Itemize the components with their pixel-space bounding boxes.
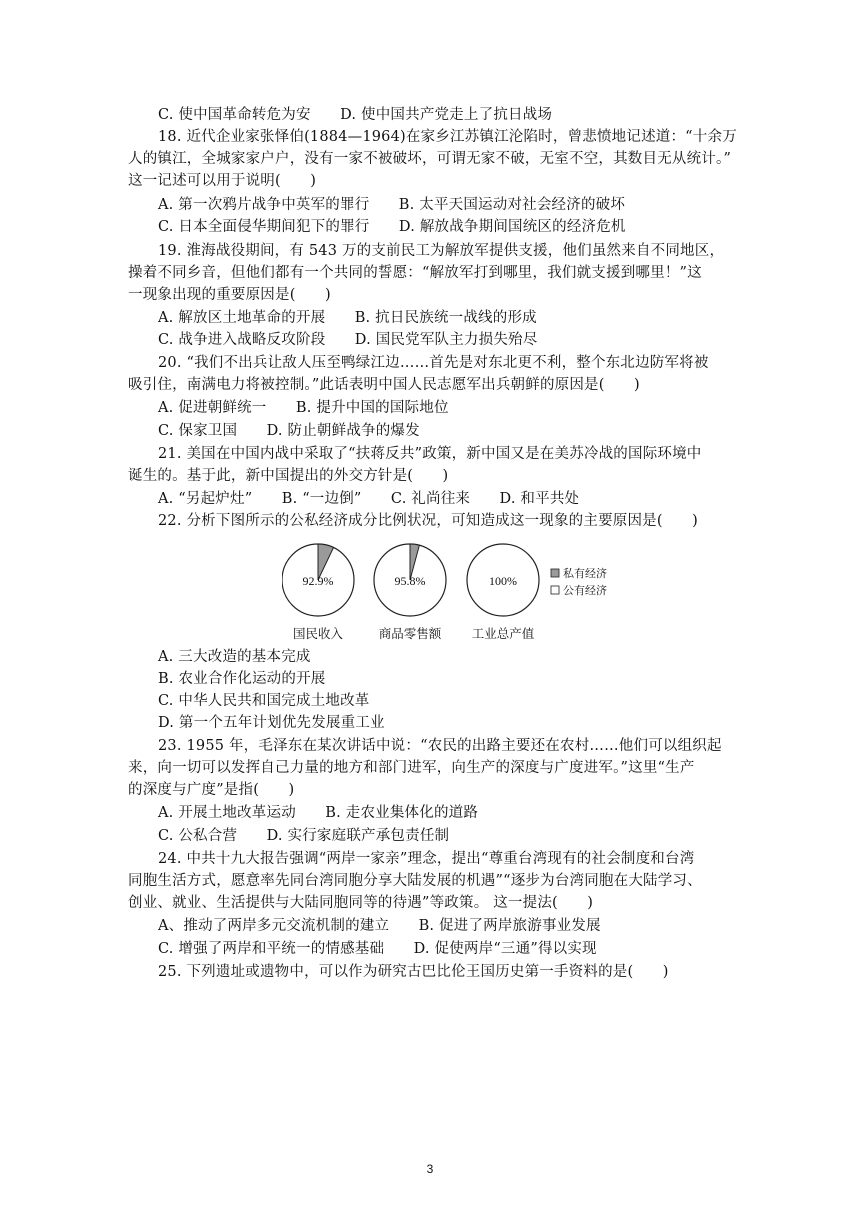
q21-stem-line1: 21. 美国在中国内战中采取了“扶蒋反共”政策，新中国又是在美苏冷战的国际环境中 <box>158 446 702 462</box>
q20-option-cd: C. 保家卫国 D. 防止朝鲜战争的爆发 <box>158 423 420 439</box>
q22-stem: 22. 分析下图所示的公私经济成分比例状况，可知造成这一现象的主要原因是( ) <box>158 513 698 529</box>
q18-option-cd: C. 日本全面侵华期间犯下的罪行 D. 解放战争期间国统区的经济危机 <box>158 219 626 235</box>
pie-category-label: 国民收入 <box>292 626 344 641</box>
q19-option-cd: C. 战争进入战略反攻阶段 D. 国民党军队主力损失殆尽 <box>158 332 538 348</box>
legend-label: 私有经济 <box>563 567 607 580</box>
q23-stem-line3: 的深度与广度”是指( ) <box>128 782 295 798</box>
q22-option-c: C. 中华人民共和国完成土地改革 <box>158 693 370 709</box>
q18-stem-line3: 这一记述可以用于说明( ) <box>128 173 317 189</box>
pie-category-label: 工业总产值 <box>471 626 535 641</box>
q24-stem-line1: 24. 中共十九大报告强调“两岸一家亲”理念，提出“尊重台湾现有的社会制度和台湾 <box>158 851 695 867</box>
q23-option-cd: C. 公私合营 D. 实行家庭联产承包责任制 <box>158 828 450 844</box>
q20-stem-line1: 20. “我们不出兵让敌人压至鸭绿江边……首先是对东北更不利，整个东北边防军将被 <box>158 355 709 371</box>
q23-option-ab: A. 开展土地改革运动 B. 走农业集体化的道路 <box>158 805 479 821</box>
q18-option-ab: A. 第一次鸦片战争中英军的罪行 B. 太平天国运动对社会经济的破坏 <box>158 197 626 213</box>
q20-option-ab: A. 促进朝鲜统一 B. 提升中国的国际地位 <box>158 400 449 416</box>
q23-stem-line1: 23. 1955 年，毛泽东在某次讲话中说：“农民的出路主要还在农村……他们可以组织起 <box>158 738 722 754</box>
page-number: 3 <box>426 1162 434 1176</box>
q22-option-b: B. 农业合作化运动的开展 <box>158 671 326 687</box>
q24-stem-line3: 创业、就业、生活提供与大陆同胞同等的待遇”等政策。 这一提法( ) <box>128 895 594 911</box>
legend-label: 公有经济 <box>563 584 607 597</box>
q19-stem-line1: 19. 淮海战役期间，有 543 万的支前民工为解放军提供支援，他们虽然来自不同地区， <box>158 243 725 259</box>
q25-stem: 25. 下列遗址或遗物中，可以作为研究古巴比伦王国历史第一手资料的是( ) <box>158 964 669 980</box>
q20-stem-line2: 吸引住，南满电力将被控制。”此话表明中国人民志愿军出兵朝鲜的原因是( ) <box>128 377 640 393</box>
ownership-pie-charts <box>282 536 622 644</box>
q19-stem-line2: 操着不同乡音，但他们都有一个共同的誓愿：“解放军打到哪里，我们就支援到哪里！”这 <box>128 265 702 281</box>
pie-percent-label: 100% <box>489 574 517 588</box>
q22-option-d: D. 第一个五年计划优先发展重工业 <box>158 715 385 731</box>
q21-stem-line2: 诞生的。基于此，新中国提出的外交方针是( ) <box>128 468 449 484</box>
q21-options: A. “另起炉灶” B. “一边倒” C. 礼尚往来 D. 和平共处 <box>158 491 580 507</box>
q24-option-ab: A、推动了两岸多元交流机制的建立 B. 促进了两岸旅游事业发展 <box>158 918 601 934</box>
q23-stem-line2: 来，向一切可以发挥自己力量的地方和部门进军，向生产的深度与广度进军。”这里“生产 <box>128 760 695 776</box>
pie-percent-label: 95.8% <box>394 574 426 588</box>
q19-option-ab: A. 解放区土地革命的开展 B. 抗日民族统一战线的形成 <box>158 310 537 326</box>
q18-stem-line2: 人的镇江，全城家家户户，没有一家不被破坏，可谓无家不破，无室不空，其数目无从统计。” <box>128 151 732 167</box>
q18-stem-line1: 18. 近代企业家张怿伯(1884—1964)在家乡江苏镇江沦陷时，曾悲愤地记述道：“十余万 <box>158 129 737 145</box>
legend-swatch <box>551 586 559 594</box>
q22-option-a: A. 三大改造的基本完成 <box>158 649 311 665</box>
q24-stem-line2: 同胞生活方式，愿意率先同台湾同胞分享大陆发展的机遇”“逐步为台湾同胞在大陆学习、 <box>128 873 702 889</box>
q17-option-cd: C. 使中国革命转危为安 D. 使中国共产党走上了抗日战场 <box>158 107 553 123</box>
pie-percent-label: 92.9% <box>302 574 334 588</box>
pie-category-label: 商品零售额 <box>378 626 442 641</box>
q24-option-cd: C. 增强了两岸和平统一的情感基础 D. 促使两岸“三通”得以实现 <box>158 941 597 957</box>
q19-stem-line3: 一现象出现的重要原因是( ) <box>128 287 331 303</box>
legend-swatch <box>551 569 559 577</box>
